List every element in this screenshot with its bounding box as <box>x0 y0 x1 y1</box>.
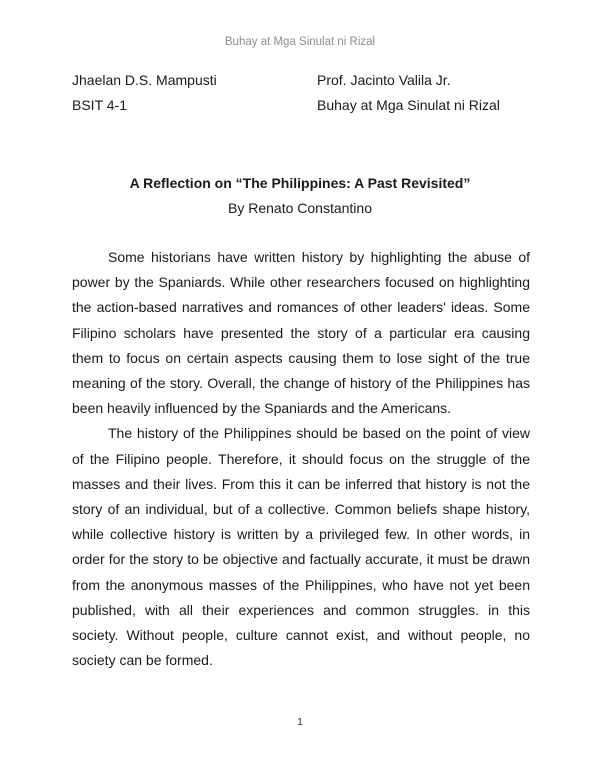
section: BSIT 4-1 <box>72 97 127 113</box>
course-name: Buhay at Mga Sinulat ni Rizal <box>317 97 500 113</box>
professor-name: Prof. Jacinto Valila Jr. <box>317 72 451 88</box>
document-byline: By Renato Constantino <box>228 200 372 216</box>
page-number: 1 <box>297 716 303 728</box>
running-header: Buhay at Mga Sinulat ni Rizal <box>224 36 376 48</box>
paragraph: The history of the Philippines should be based on the point of view of the Filipino people. Therefore, it should focus on the struggle of the masses and their lives. From this it can be inferred that history is not the story of an individual, but of a collective. Common beliefs shape history, while collective history is written by a privileged few. In other words, in order for the story to be objective and factually accurate, it must be drawn from the anonymous masses of the Philippines, who have not yet been published, with all their experiences and common struggles. in this society. Without people, culture cannot exist, and without people, no society can be formed. <box>72 425 530 669</box>
paragraph: Some historians have written history by highlighting the abuse of power by the Spaniards. While other researchers focused on highlighting the action-based narratives and romances of other leaders' ideas. Some Filipino scholars have presented the story of a particular era causing them to focus on certain aspects causing them to lose sight of the true meaning of the story. Overall, the change of history of the Philippines has been heavily influenced by the Spaniards and the Americans. <box>72 249 530 417</box>
student-name: Jhaelan D.S. Mampusti <box>72 72 217 88</box>
document-title: A Reflection on “The Philippines: A Past Revisited” <box>129 175 471 191</box>
document-body <box>72 245 530 673</box>
